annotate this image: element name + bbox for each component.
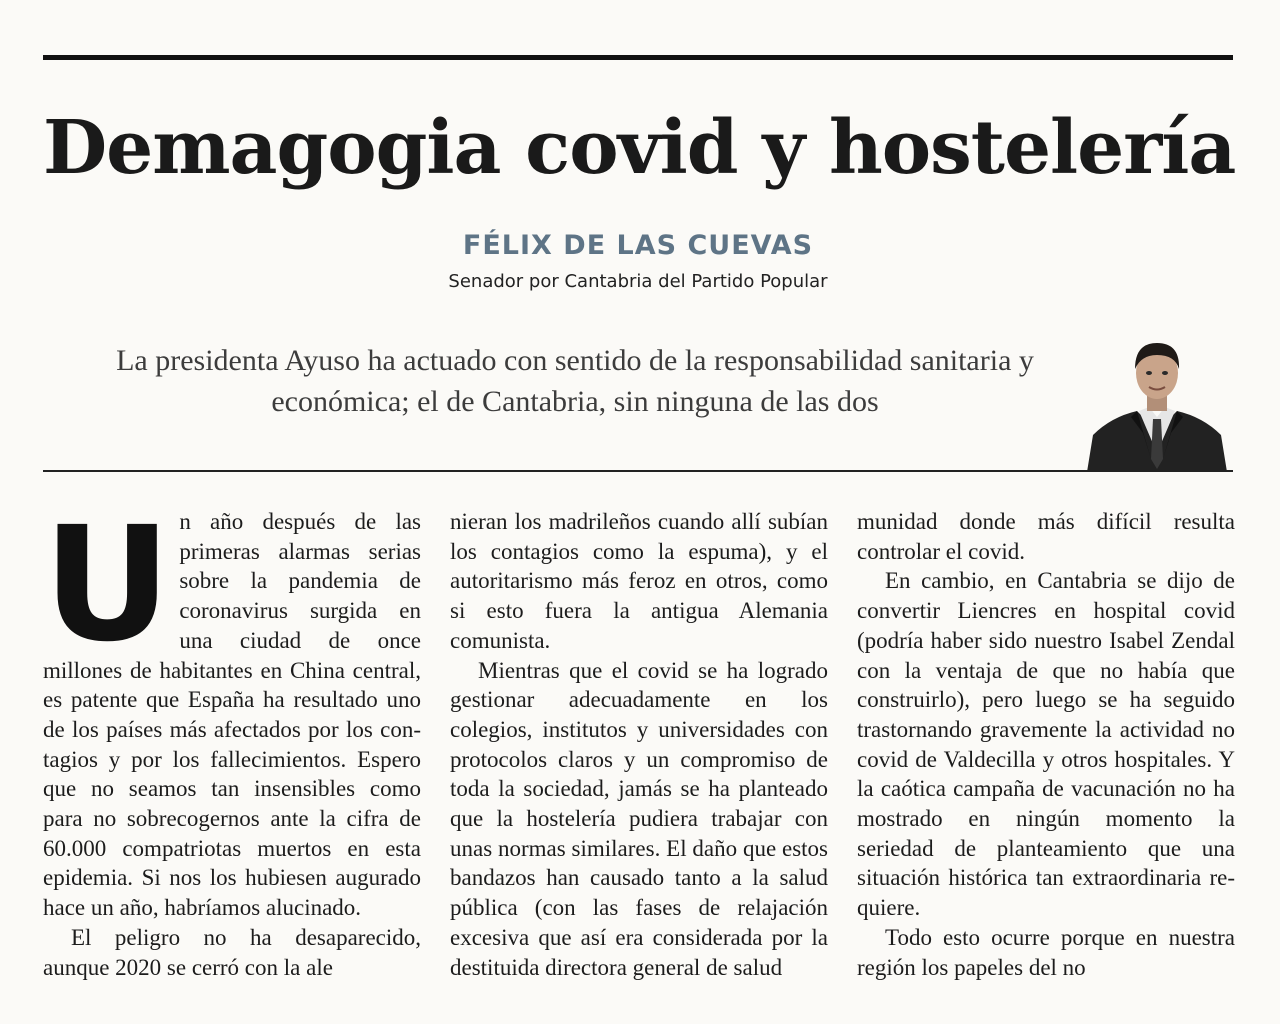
author-role: Senador por Cantabria del Partido Popular [448, 271, 828, 292]
author-name: FÉLIX DE LAS CUEVAS [462, 230, 814, 261]
paragraph: En cambio, en Cantabria se dijo de convertir Liencres en hospital covid (podría haber sido nuestro Isabel Zendal con la ventaja de que no había que construirlo), pero luego se ha seguido trastornando gravemente la actividad no covid de Valdecilla y otros hospitales. Y la caótica campaña de vacunación no ha mostrado en ningún momento la seriedad de planteamiento que una situación histórica tan extraordinaria requiere. [857, 568, 1235, 921]
article-column-1 [43, 493, 421, 982]
headline: Demagogia covid y hostelería [43, 105, 1236, 191]
paragraph: Mientras que el covid se ha logrado gestionar adecuadamente en los colegios, institutos y universidades con protocolos claros y un compromiso de toda la sociedad, jamás se ha planteado que la hostelería pudiera trabajar con unas normas similares. El daño que estos bandazos han causado tanto a la salud pública (con las fases de relajación excesiva que así era considerada por la destituida directora general de salud [450, 657, 828, 980]
article-column-2 [450, 507, 828, 982]
author-photo [1087, 331, 1227, 472]
paragraph: n año después de las primeras alarmas serias sobre la pandemia de coronavirus surgida en una ciudad de once millones de habitantes en China central, es patente que España ha resultado uno de los países más afectados por los contagios y por los fallecimientos. Espero que no seamos tan insensibles como para no sobrecogernos ante la cifra de 60.000 compatriotas muertos en esta epidemia. Si nos los hubiesen augurado hace un año, habríamos alucinado. [43, 509, 421, 921]
drop-cap: U [43, 493, 172, 677]
paragraph: nieran los madrileños cuando allí subían los contagios como la espuma), y el autoritarismo más feroz en otros, como si esto fuera la antigua Alemania comunista. [450, 509, 828, 653]
section-rule [43, 470, 1233, 472]
paragraph: El peligro no ha desaparecido, aunque 2020 se cerró con la ale [43, 924, 421, 980]
paragraph: munidad donde más difícil resulta controlar el covid. [857, 509, 1235, 564]
paragraph: Todo esto ocurre porque en nuestra región los papeles del no [857, 924, 1235, 980]
top-rule [43, 55, 1233, 60]
subhead: La presidenta Ayuso ha actuado con sentido de la responsabilidad sanitaria y económica; el de Cantabria, sin ninguna de las dos [116, 344, 1034, 418]
article-column-3 [857, 507, 1235, 982]
author-portrait-icon [1087, 331, 1227, 472]
